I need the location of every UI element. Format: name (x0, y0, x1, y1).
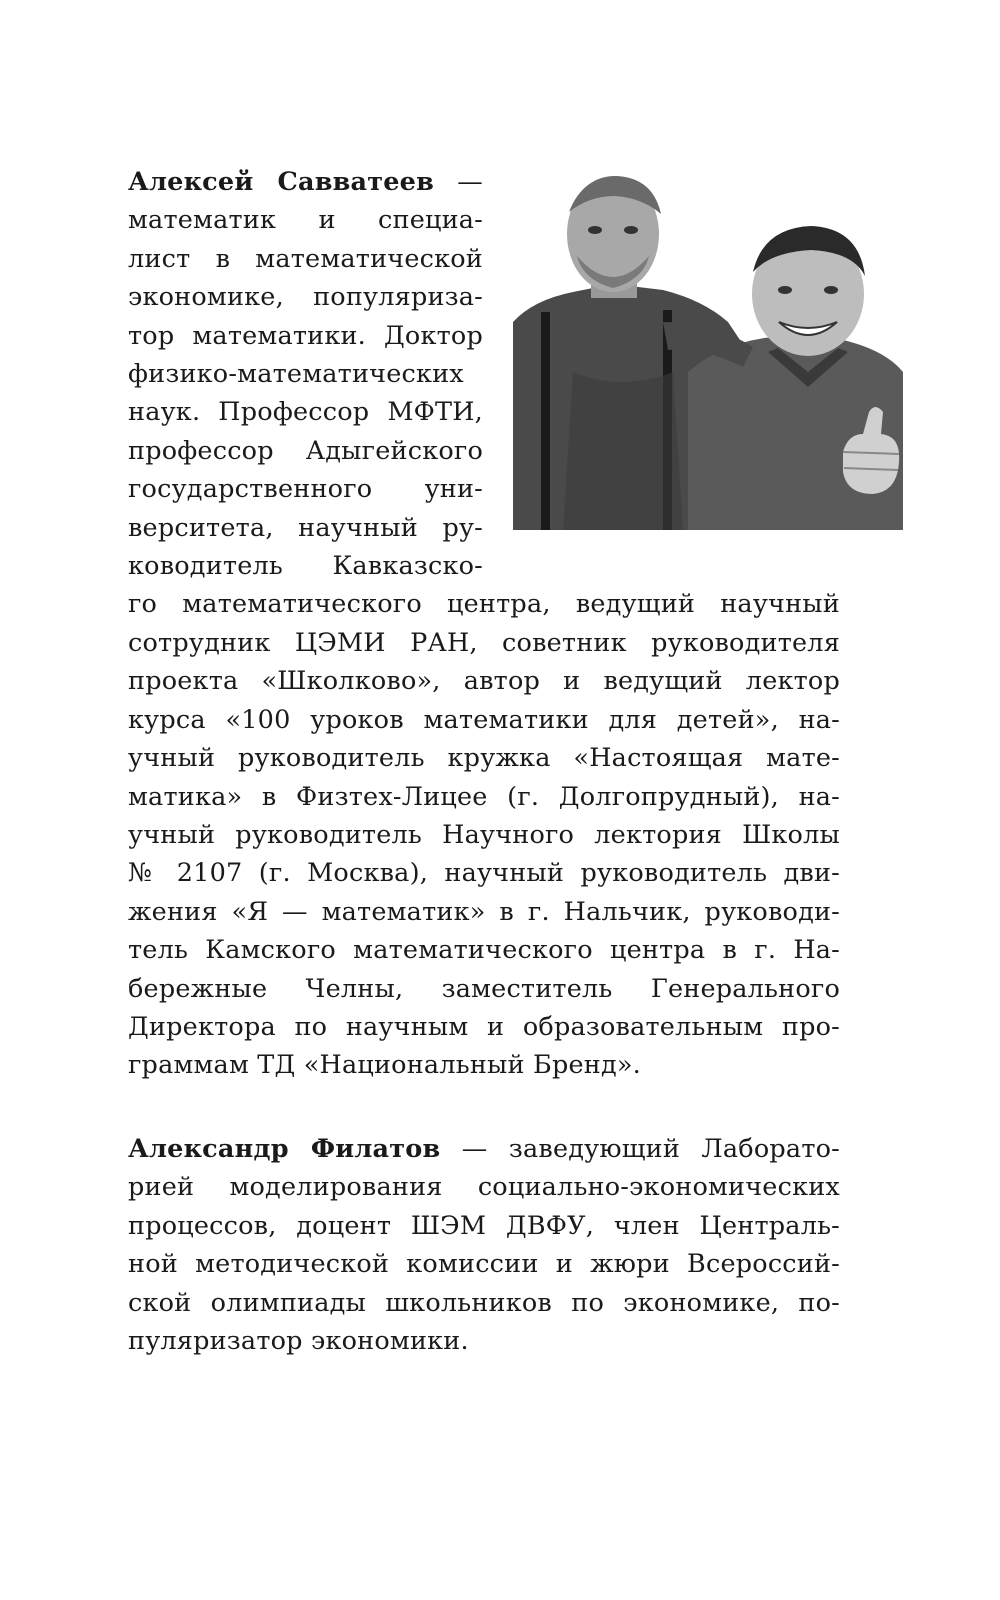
bio-line: верситета, научный ру- (128, 512, 483, 543)
bio-line: учный руководитель кружка «Настоящая мате- (128, 743, 840, 774)
bio-line: математик и специа- (128, 205, 483, 236)
bio-line: пуляризатор экономики. (128, 1326, 469, 1357)
bio-line: государственного уни- (128, 474, 483, 505)
bio-line: Директора по научным и образовательным про- (128, 1011, 840, 1042)
bio-line: Алексей Савватеев — (128, 167, 483, 197)
bio-line: № 2107 (г. Москва), научный руководитель дви- (128, 858, 840, 889)
author-name-filatov: Александр Филатов (128, 1134, 441, 1164)
author-name-savvateev: Алексей Савватеев (128, 167, 435, 197)
bio-line: проекта «Школково», автор и ведущий лектор (128, 666, 840, 697)
bio-line: процессов, доцент ШЭМ ДВФУ, член Централь- (128, 1210, 840, 1241)
bio-savvateev-paragraph (128, 163, 840, 1085)
bio-line: ководитель Кавказско- (128, 551, 483, 582)
bio-line: ной методической комиссии и жюри Всероссий- (128, 1249, 840, 1280)
bio-line: граммам ТД «Национальный Бренд». (128, 1050, 641, 1081)
bio-filatov (128, 1130, 840, 1360)
bio-filatov-paragraph (128, 1130, 840, 1360)
bio-line: физико-математических (128, 359, 464, 390)
bio-line: матика» в Физтех-Лицее (г. Долгопрудный), на- (128, 781, 840, 812)
bio-line: лист в математической (128, 243, 483, 274)
bio-line: экономике, популяриза- (128, 282, 483, 313)
bio-line: бережные Челны, заместитель Генерального (128, 973, 840, 1004)
bio-line: го математического центра, ведущий научный (128, 589, 840, 620)
bio-line: тор математики. Доктор (128, 320, 483, 351)
bio-line: рией моделирования социально-экономических (128, 1172, 840, 1203)
bio-line: ской олимпиады школьников по экономике, по- (128, 1287, 840, 1318)
bio-line: курса «100 уроков математики для детей», на- (128, 704, 840, 735)
bio-line: тель Камского математического центра в г. На- (128, 935, 840, 966)
bio-line: сотрудник ЦЭМИ РАН, советник руководителя (128, 627, 840, 658)
bio-line: профессор Адыгейского (128, 435, 483, 466)
bio-savvateev (128, 163, 840, 1085)
bio-line: жения «Я — математик» в г. Нальчик, руководи- (128, 896, 840, 927)
bio-line: Александр Филатов — заведующий Лаборато- (128, 1134, 841, 1164)
bio-line: учный руководитель Научного лектория Школы (128, 819, 840, 850)
bio-line: наук. Профессор МФТИ, (128, 397, 483, 428)
